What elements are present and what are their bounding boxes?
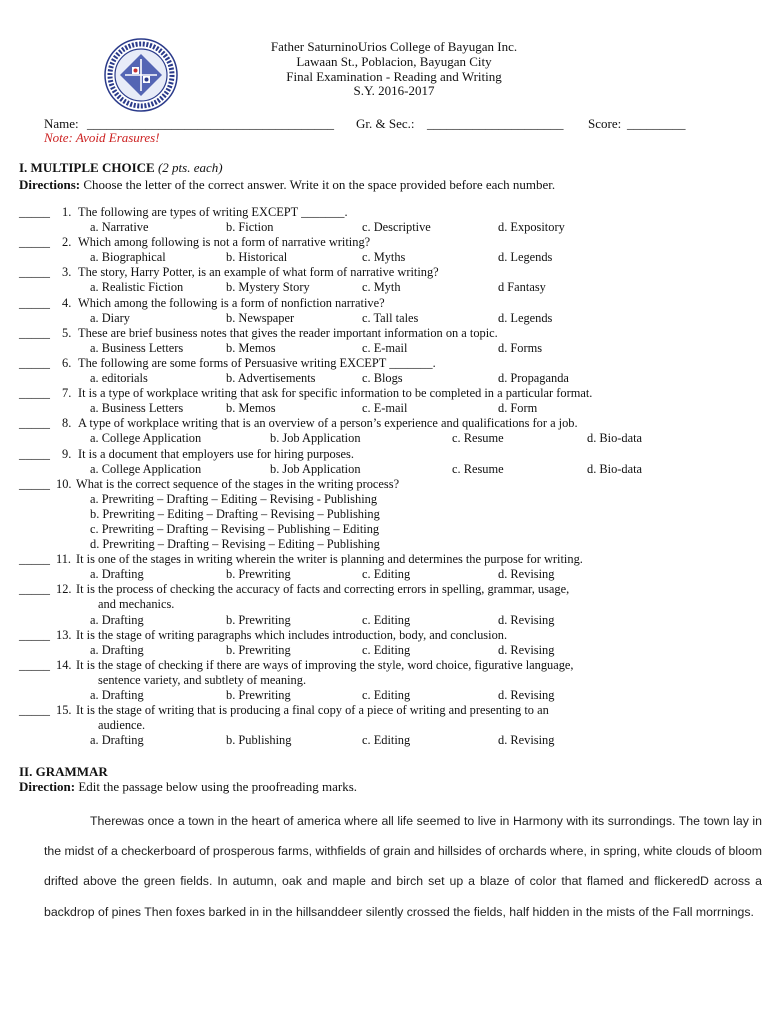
question-number: 15. (56, 703, 72, 718)
question-text-continued (0, 718, 768, 733)
choice-option: d. Propaganda (498, 371, 569, 386)
choice-option: a. Narrative (90, 220, 149, 235)
answer-blank[interactable]: _____ (19, 235, 50, 250)
question-text: The following are some forms of Persuasive writing EXCEPT _______. (78, 355, 436, 370)
question-text-line: audience. (98, 718, 146, 733)
section-multiple-choice-title (19, 160, 223, 176)
choice-option: b. Historical (226, 250, 288, 265)
question-number: 11. (56, 552, 72, 567)
choice-option: b. Publishing (226, 733, 292, 748)
school-name: Father SaturninoUrios College of Bayugan Inc. (270, 39, 518, 54)
score-field[interactable]: _________ (627, 116, 686, 131)
choice-option: c. Resume (452, 431, 504, 446)
choice-option: d. Revising (498, 612, 555, 627)
sequence-choice-row (0, 492, 768, 507)
question-number: 12. (56, 582, 72, 597)
choice-option: d. Revising (498, 733, 555, 748)
choice-option: b. Job Application (270, 431, 361, 446)
sequence-choice-row (0, 537, 768, 552)
grammar-directions-text: Edit the passage below using the proofreading marks. (78, 779, 358, 794)
school-address: Lawaan St., Poblacion, Bayugan City (296, 53, 492, 69)
question-text-continued (0, 673, 768, 688)
choice-row (0, 280, 768, 295)
school-year: S.Y. 2016-2017 (353, 83, 435, 99)
question-item (0, 356, 768, 371)
choice-option: c. Descriptive (362, 220, 431, 235)
school-seal-icon (104, 38, 178, 112)
choice-row (0, 371, 768, 386)
section-points: (2 pts. each) (157, 160, 223, 175)
choice-option: c. Editing (362, 688, 411, 702)
choice-option: d Fantasy (498, 280, 546, 295)
answer-blank[interactable]: _____ (19, 355, 50, 370)
answer-blank[interactable]: _____ (19, 295, 50, 310)
choice-option: c. Myth (362, 280, 401, 295)
question-text: The story, Harry Potter, is an example of what form of narrative writing? (78, 265, 439, 280)
question-text-continued (0, 597, 768, 612)
section-grammar-directions (19, 779, 357, 795)
section-grammar-title: II. GRAMMAR (19, 764, 108, 779)
question-number: 14. (56, 657, 72, 672)
choice-option: c. Editing (362, 733, 411, 748)
answer-blank[interactable]: _____ (19, 476, 50, 491)
question-text: A type of workplace writing that is an overview of a person’s experience and qualifications for a job. (78, 416, 578, 431)
choice-option: d. Revising (498, 642, 555, 657)
question-number: 5. (62, 325, 72, 340)
question-text: It is a type of workplace writing that ask for specific information to be completed in a particular format. (78, 386, 593, 401)
choice-option: d. Legends (498, 310, 553, 325)
choice-option: a. Diary (90, 310, 130, 325)
question-text: It is the process of checking the accuracy of facts and correcting errors in spelling, grammar, usage, (76, 582, 570, 597)
choice-option: b. Prewriting (226, 642, 291, 657)
choice-row (0, 220, 768, 235)
question-number: 9. (62, 446, 72, 461)
choice-row (0, 341, 768, 356)
choice-option: d. Form (498, 401, 538, 416)
choice-row (0, 567, 768, 582)
choice-option: a. Drafting (90, 642, 144, 657)
choice-option: b. Memos (226, 340, 276, 355)
answer-blank[interactable]: _____ (19, 446, 50, 461)
choice-option: b. Prewriting (226, 567, 291, 582)
exam-note: Note: Avoid Erasures! (44, 130, 160, 145)
question-item (0, 296, 768, 311)
question-text: It is the stage of writing that is producing a final copy of a piece of writing and presenting to an (76, 703, 549, 718)
score-label: Score: (588, 116, 622, 131)
choice-option: c. Editing (362, 612, 411, 627)
question-number: 1. (62, 205, 72, 219)
answer-blank[interactable]: _____ (19, 703, 50, 718)
choice-option: d. Bio-data (587, 431, 643, 446)
choice-option: a. editorials (90, 371, 148, 386)
choice-option: a. Biographical (90, 250, 166, 265)
question-number: 13. (56, 627, 72, 642)
choice-option: b. Advertisements (226, 371, 316, 386)
choice-row (0, 613, 768, 628)
question-item (0, 447, 768, 462)
answer-blank[interactable]: _____ (19, 657, 50, 672)
question-item (0, 416, 768, 431)
question-text: Which among following is not a form of narrative writing? (78, 235, 371, 250)
choice-option: d. Forms (498, 340, 543, 355)
sequence-choice: b. Prewriting – Editing – Drafting – Revising – Publishing (90, 506, 380, 521)
question-item (0, 552, 768, 567)
exam-header (180, 40, 608, 99)
question-number: 8. (62, 416, 72, 431)
choice-option: d. Bio-data (587, 461, 643, 476)
choice-option: b. Newspaper (226, 310, 295, 325)
choice-option: b. Mystery Story (226, 280, 310, 295)
exam-title: Final Examination - Reading and Writing (286, 68, 502, 84)
choice-option: b. Fiction (226, 220, 274, 235)
choice-option: b. Job Application (270, 461, 361, 476)
question-text: The following are types of writing EXCEPT _______. (78, 205, 348, 219)
answer-blank[interactable]: _____ (19, 627, 50, 642)
grade-section-field[interactable]: _____________________ (427, 116, 564, 131)
question-text-line: sentence variety, and subtlety of meaning. (98, 672, 307, 687)
choice-option: a. College Application (90, 461, 202, 476)
name-label: Name: (44, 116, 79, 131)
question-text: It is one of the stages in writing wherein the writer is planning and determines the purpose for writing. (76, 552, 583, 567)
choice-option: b. Prewriting (226, 612, 291, 627)
question-item (0, 386, 768, 401)
choice-row (0, 462, 768, 477)
passage-text: Therewas once a town in the heart of america where all life seemed to live in Harmony with its surrondings. The town lay in the midst of a checkerboard of prosperous farms, withfields of grain and hillsides of orchards where, in spring, white clouds of bloom drifted above the green fields. In autumn, oak and maple and birch set up a blaze of color that flamed and flickeredD across a backdrop of pines Then foxes barked in in the hillsanddeer silently crossed the fields, half hidden in the mists of the Fall morrnings. (44, 814, 762, 919)
choice-row (0, 431, 768, 446)
choice-row (0, 311, 768, 326)
sequence-choice: d. Prewriting – Drafting – Revising – Editing – Publishing (90, 537, 380, 552)
choice-option: d. Revising (498, 688, 555, 702)
sequence-choice-row (0, 507, 768, 522)
answer-blank[interactable]: _____ (19, 325, 50, 340)
question-item (0, 582, 768, 597)
choice-option: c. E-mail (362, 401, 408, 416)
choice-row (0, 733, 768, 748)
question-number: 7. (62, 386, 72, 401)
directions-text: Choose the letter of the correct answer. Write it on the space provided before each number. (83, 177, 556, 192)
question-item (0, 205, 768, 220)
answer-blank[interactable]: _____ (19, 265, 50, 280)
question-item (0, 628, 768, 643)
answer-blank[interactable]: _____ (19, 386, 50, 401)
choice-row (0, 688, 768, 703)
choice-option: a. Drafting (90, 567, 144, 582)
choice-option: d. Revising (498, 567, 555, 582)
question-number: 6. (62, 355, 72, 370)
choice-option: c. Editing (362, 567, 411, 582)
question-text: It is a document that employers use for hiring purposes. (78, 446, 354, 461)
name-field[interactable]: ______________________________________ (87, 116, 334, 131)
question-text: These are brief business notes that gives the reader important information on a topic. (78, 325, 498, 340)
question-number: 2. (62, 235, 72, 250)
choice-option: a. Business Letters (90, 401, 184, 416)
question-text-line: and mechanics. (98, 597, 175, 612)
sequence-choice: a. Prewriting – Drafting – Editing – Revising - Publishing (90, 491, 378, 506)
choice-row (0, 250, 768, 265)
directions-label: Directions: (19, 177, 81, 192)
grammar-passage (44, 806, 762, 927)
choice-option: a. Drafting (90, 733, 144, 748)
question-number: 3. (62, 265, 72, 280)
question-item (0, 477, 768, 492)
answer-blank[interactable]: _____ (19, 582, 50, 597)
grade-section-label: Gr. & Sec.: (356, 116, 415, 131)
question-number: 4. (62, 295, 72, 310)
choice-option: a. Business Letters (90, 340, 184, 355)
question-text: It is the stage of writing paragraphs which includes introduction, body, and conclusion. (76, 627, 508, 642)
question-number: 10. (56, 476, 72, 491)
choice-option: d. Legends (498, 250, 553, 265)
grammar-directions-label: Direction: (19, 779, 76, 794)
choice-option: c. Resume (452, 461, 504, 476)
choice-option: c. Blogs (362, 371, 403, 386)
choice-row (0, 401, 768, 416)
choice-option: c. Myths (362, 250, 406, 265)
answer-blank[interactable]: _____ (19, 205, 50, 219)
question-item (0, 326, 768, 341)
answer-blank[interactable]: _____ (19, 552, 50, 567)
sequence-choice: c. Prewriting – Drafting – Revising – Publishing – Editing (90, 521, 380, 536)
choice-option: c. Editing (362, 642, 411, 657)
question-item (0, 703, 768, 718)
section-title-text: I. MULTIPLE CHOICE (19, 160, 155, 175)
choice-option: a. College Application (90, 431, 202, 446)
question-list (0, 205, 768, 748)
choice-option: c. E-mail (362, 340, 408, 355)
choice-option: b. Prewriting (226, 688, 291, 702)
answer-blank[interactable]: _____ (19, 416, 50, 431)
question-item (0, 235, 768, 250)
choice-option: c. Tall tales (362, 310, 419, 325)
sequence-choice-row (0, 522, 768, 537)
choice-row (0, 643, 768, 658)
question-item (0, 265, 768, 280)
section-multiple-choice-directions (19, 177, 555, 193)
choice-option: a. Realistic Fiction (90, 280, 184, 295)
choice-option: b. Memos (226, 401, 276, 416)
choice-option: a. Drafting (90, 612, 144, 627)
question-text: What is the correct sequence of the stages in the writing process? (76, 476, 400, 491)
choice-option: d. Expository (498, 220, 565, 235)
question-item (0, 658, 768, 673)
choice-option: a. Drafting (90, 688, 144, 702)
question-text: It is the stage of checking if there are ways of improving the style, word choice, figurative language, (76, 657, 574, 672)
question-text: Which among the following is a form of nonfiction narrative? (78, 295, 385, 310)
